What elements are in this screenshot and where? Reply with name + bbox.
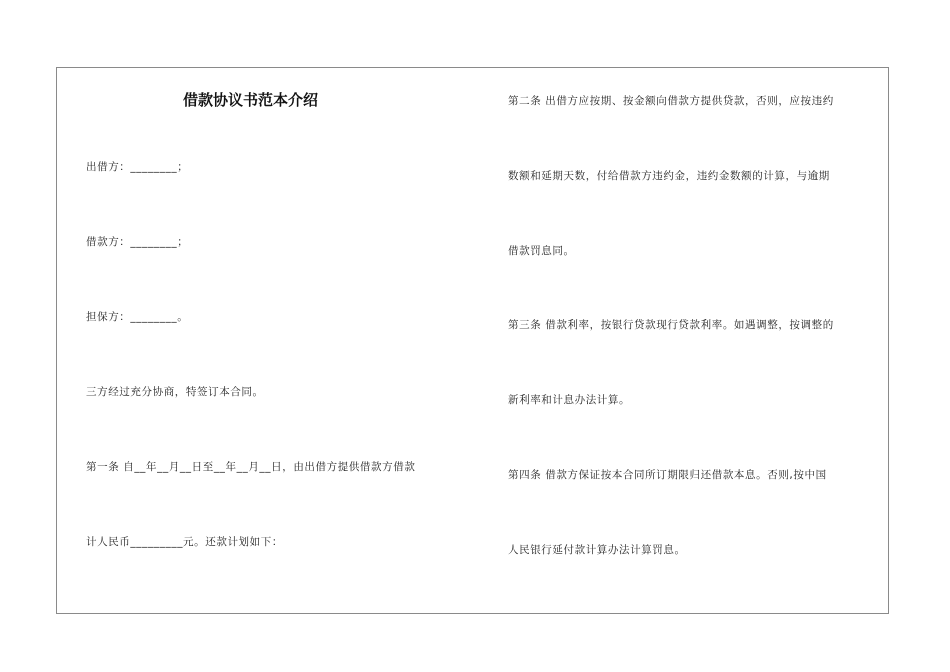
agreement-intro-line: 三方经过充分协商，特签订本合同。 [86,386,264,398]
article-two-line-2: 数额和延期天数，付给借款方违约金，违约金数额的计算，与逾期 [508,170,830,182]
article-four-line-2: 人民银行延付款计算办法计算罚息。 [508,544,686,556]
guarantor-line: 担保方：________。 [86,311,189,323]
article-two-line-3: 借款罚息同。 [508,245,575,257]
article-one-line-2: 计人民币_________元。还款计划如下： [86,536,283,548]
article-three-line-2: 新利率和计息办法计算。 [508,394,631,406]
article-two-line-1: 第二条 出借方应按期、按金额向借款方提供贷款，否则，应按违约 [508,95,834,107]
article-four-line-1: 第四条 借款方保证按本合同所订期限归还借款本息。否则,按中国 [508,469,827,481]
lender-line: 出借方：________； [86,161,189,173]
borrower-line: 借款方：________； [86,236,189,248]
document-title: 借款协议书范本介绍 [183,91,319,109]
article-one-line-1: 第一条 自__年__月__日至__年__月__日，由出借方提供借款方借款 [86,461,416,473]
document-frame [56,67,889,614]
article-three-line-1: 第三条 借款利率，按银行贷款现行贷款利率。如遇调整，按调整的 [508,319,834,331]
